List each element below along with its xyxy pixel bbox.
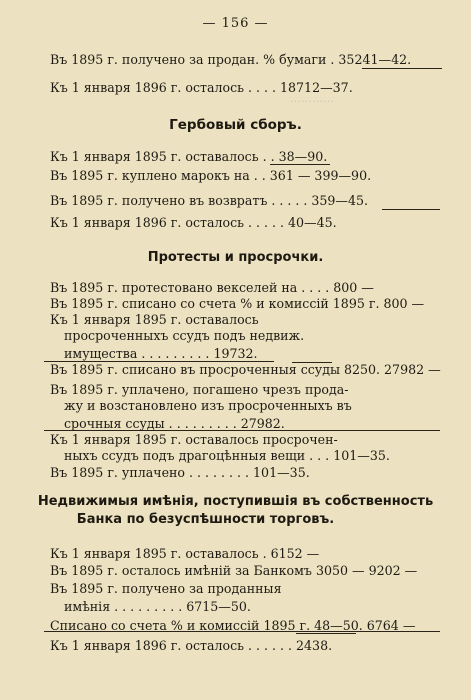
text-line: Въ 1895 г. списано со счета % и комиссій 1895 г. 800 — [50,296,425,311]
show-through-text: ………… [290,92,334,105]
text-line: Къ 1 января 1896 г. осталось . . . . . 40—45. [50,215,337,230]
text-line: Въ 1895 г. протестовано векселей на . . . . 800 — [50,280,374,295]
text-line: просроченныхъ ссудъ подъ недвиж. [64,328,305,343]
text-line: имущества . . . . . . . . . 19732. [64,346,258,361]
text-line: Въ 1895 г. списано въ просроченныя ссуды 8250. 27982 — [50,362,441,377]
text-line: Въ 1895 г. уплачено . . . . . . . . 101—35. [50,465,310,480]
text-line: Къ 1 января 1896 г. осталось . . . . . . 2438. [50,638,333,653]
text-line: Списано со счета % и комиссій 1895 г. 48—50. 6764 — [50,618,416,633]
underline [270,164,330,165]
text-line: Къ 1 января 1895 г. оставалось . 6152 — [50,546,320,561]
section-heading: Недвижимыя имѣнія, поступившія въ собственность [37,494,434,509]
text-line: Къ 1 января 1895 г. оставалось . . 38—90. [50,149,328,164]
underline [382,209,440,210]
underline [362,68,442,69]
section-heading: Протесты и просрочки. [147,250,324,265]
text-line: Къ 1 января 1895 г. оставалось просрочен- [50,432,338,447]
section-heading: Гербовый сборъ. [169,117,302,133]
text-line: Къ 1 января 1896 г. осталось . . . . 18712—37. [50,80,353,95]
section-heading: Банка по безуспѣшности торговъ. [76,512,335,527]
text-line: ныхъ ссудъ подъ драгоцѣнныя вещи . . . 101—35. [64,448,390,463]
rule [44,430,440,431]
page-number: — 156 — [202,16,269,31]
text-line: Въ 1895 г. уплачено, погашено чрезъ прода- [50,382,349,397]
text-line: Къ 1 января 1895 г. оставалось [50,312,259,327]
text-line: Въ 1895 г. получено за проданныя [50,581,282,596]
text-line: Въ 1895 г. получено за продан. % бумаги . 35241—42. [50,52,412,67]
text-line: имѣнія . . . . . . . . . 6715—50. [64,599,251,614]
rule [44,631,440,632]
text-line: Въ 1895 г. куплено марокъ на . . 361 — 399—90. [50,168,372,183]
text-line: Въ 1895 г. получено въ возвратъ . . . . . 359—45. [50,193,369,208]
text-line: Въ 1895 г. осталось имѣній за Банкомъ 3050 — 9202 — [50,563,418,578]
underline [296,633,356,634]
text-line: жу и возстановлено изъ просроченныхъ въ [64,398,352,413]
text-line: срочныя ссуды . . . . . . . . . 27982. [64,416,285,431]
